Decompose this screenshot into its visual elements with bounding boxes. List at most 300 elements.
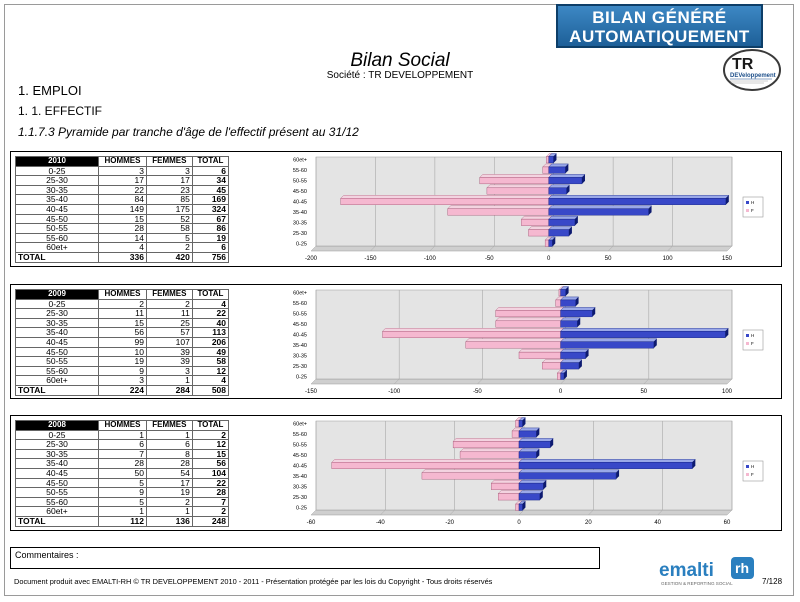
legend-swatch-women bbox=[746, 209, 749, 212]
x-tick-label: 60 bbox=[723, 520, 731, 526]
table-row bbox=[16, 243, 229, 253]
row-label: 40-45 bbox=[16, 337, 99, 347]
bar-women-face bbox=[556, 300, 561, 306]
cell-men: 7 bbox=[99, 449, 147, 459]
legend-label-women: F bbox=[751, 208, 754, 213]
bar-men-top bbox=[519, 449, 539, 452]
banner-line1: BILAN GÉNÉRÉ bbox=[592, 8, 727, 27]
row-label: 45-50 bbox=[16, 347, 99, 357]
bar-women-face bbox=[557, 373, 560, 379]
cell-total: 324 bbox=[192, 204, 228, 214]
legend-swatch-men bbox=[746, 465, 749, 468]
row-label: 40-45 bbox=[16, 204, 99, 214]
legend-label-women: F bbox=[751, 472, 754, 477]
cell-women: 52 bbox=[146, 214, 192, 224]
row-label: 35-40 bbox=[16, 328, 99, 338]
bar-women-face bbox=[496, 310, 561, 316]
bar-men bbox=[561, 307, 596, 316]
bar-women bbox=[466, 339, 564, 348]
cell-women: 107 bbox=[146, 337, 192, 347]
y-category-label: 30-35 bbox=[292, 353, 307, 360]
cell-total: 49 bbox=[192, 347, 228, 357]
bar-men bbox=[549, 195, 729, 204]
heading-emploi: 1. EMPLOI bbox=[18, 83, 82, 98]
x-tick-label: -40 bbox=[375, 520, 385, 526]
cell-men: 1 bbox=[99, 507, 147, 517]
bar-women-top bbox=[542, 360, 563, 363]
total-men: 336 bbox=[99, 252, 147, 262]
bar-women-top bbox=[491, 480, 522, 483]
col-femmes: FEMMES bbox=[146, 421, 192, 431]
y-category-label: 25-30 bbox=[292, 363, 307, 370]
table-row bbox=[16, 176, 229, 186]
cell-men: 19 bbox=[99, 357, 147, 367]
cell-total: 4 bbox=[192, 376, 228, 386]
row-label: 25-30 bbox=[16, 176, 99, 186]
x-tick-label: -20 bbox=[445, 520, 455, 526]
bar-men-top bbox=[519, 459, 695, 462]
x-tick-label: 50 bbox=[640, 389, 648, 395]
table-year: 2010 bbox=[16, 157, 99, 167]
bar-women-face bbox=[466, 342, 561, 348]
table-row bbox=[16, 224, 229, 234]
cell-total: 12 bbox=[192, 366, 228, 376]
cell-women: 19 bbox=[146, 488, 192, 498]
bar-men-face bbox=[549, 240, 553, 246]
bar-men-top bbox=[549, 164, 569, 167]
bar-women-face bbox=[491, 483, 519, 489]
bar-women bbox=[332, 459, 522, 468]
legend-label-women: F bbox=[751, 341, 754, 346]
bar-men-face bbox=[561, 331, 726, 337]
x-tick-label: 0 bbox=[517, 520, 521, 526]
bar-women-face bbox=[460, 452, 519, 458]
bar-women bbox=[496, 318, 564, 327]
bar-men bbox=[549, 216, 578, 225]
pyramid-chart-2010 bbox=[267, 153, 779, 265]
section-2010 bbox=[10, 151, 782, 267]
bar-women-face bbox=[498, 494, 519, 500]
bar-women-face bbox=[480, 177, 549, 183]
bar-women-face bbox=[341, 198, 549, 204]
cell-total: 113 bbox=[192, 328, 228, 338]
y-category-label: 55-60 bbox=[292, 301, 307, 308]
bar-women-top bbox=[453, 438, 522, 441]
bar-women-top bbox=[487, 185, 552, 188]
x-tick-label: 50 bbox=[604, 256, 612, 262]
bar-men-face bbox=[549, 230, 569, 236]
pyramid-chart-2009 bbox=[267, 286, 779, 398]
table-row bbox=[16, 440, 229, 450]
pyramid-chart-2008 bbox=[267, 417, 779, 529]
cell-women: 175 bbox=[146, 204, 192, 214]
row-label: 60et+ bbox=[16, 376, 99, 386]
total-total: 756 bbox=[192, 252, 228, 262]
y-category-label: 45-50 bbox=[292, 322, 307, 329]
x-tick-label: -100 bbox=[388, 389, 401, 395]
cell-men: 1 bbox=[99, 430, 147, 440]
heading-pyramide: 1.1.7.3 Pyramide par tranche d'âge de l'effectif présent au 31/12 bbox=[18, 125, 359, 139]
y-category-label: 30-35 bbox=[292, 484, 307, 491]
bar-men-top bbox=[561, 349, 589, 352]
row-label: 50-55 bbox=[16, 357, 99, 367]
cell-men: 9 bbox=[99, 488, 147, 498]
cell-total: 58 bbox=[192, 357, 228, 367]
bar-men-top bbox=[561, 307, 596, 310]
bar-men bbox=[549, 206, 652, 215]
y-category-label: 55-60 bbox=[292, 432, 307, 439]
bar-men-face bbox=[549, 209, 649, 215]
y-category-label: 60et+ bbox=[293, 290, 307, 297]
bar-women-top bbox=[422, 470, 522, 473]
bar-women bbox=[480, 174, 552, 183]
bar-women-face bbox=[422, 473, 519, 479]
cell-total: 67 bbox=[192, 214, 228, 224]
table-row bbox=[16, 488, 229, 498]
row-label: 0-25 bbox=[16, 299, 99, 309]
bar-men bbox=[519, 428, 539, 437]
cell-women: 2 bbox=[146, 299, 192, 309]
bar-men-face bbox=[519, 494, 540, 500]
cell-women: 3 bbox=[146, 166, 192, 176]
x-tick-label: 100 bbox=[721, 389, 733, 395]
bar-men bbox=[549, 164, 569, 173]
total-total: 508 bbox=[192, 385, 228, 395]
cell-men: 14 bbox=[99, 233, 147, 243]
table-total-row bbox=[16, 385, 229, 395]
y-category-label: 60et+ bbox=[293, 157, 307, 164]
cell-women: 17 bbox=[146, 176, 192, 186]
cell-total: 169 bbox=[192, 195, 228, 205]
y-category-label: 45-50 bbox=[292, 189, 307, 196]
col-femmes: FEMMES bbox=[146, 290, 192, 300]
chart-floor bbox=[311, 379, 732, 384]
banner-line2: AUTOMATIQUEMENT bbox=[569, 27, 750, 46]
cell-total: 4 bbox=[192, 299, 228, 309]
bar-men bbox=[561, 318, 581, 327]
table-year: 2009 bbox=[16, 290, 99, 300]
x-tick-label: -150 bbox=[364, 256, 377, 262]
bar-women-top bbox=[496, 318, 564, 321]
bar-men-face bbox=[549, 167, 566, 173]
bar-women bbox=[529, 227, 552, 236]
bar-men-top bbox=[549, 216, 578, 219]
emalti-tagline: GESTION & REPORTING SOCIAL bbox=[661, 581, 733, 586]
bar-men bbox=[561, 349, 589, 358]
bar-women-face bbox=[545, 240, 549, 246]
bar-women bbox=[460, 449, 522, 458]
x-tick-label: -60 bbox=[306, 520, 316, 526]
x-tick-label: 0 bbox=[547, 256, 551, 262]
bar-men-top bbox=[519, 480, 546, 483]
row-label: 30-35 bbox=[16, 318, 99, 328]
cell-men: 22 bbox=[99, 185, 147, 195]
legend-swatch-men bbox=[746, 334, 749, 337]
cell-total: 206 bbox=[192, 337, 228, 347]
table-row bbox=[16, 468, 229, 478]
comments-box[interactable] bbox=[10, 547, 600, 569]
emalti-text: emalti bbox=[659, 560, 714, 581]
bar-men bbox=[561, 339, 657, 348]
cell-total: 6 bbox=[192, 166, 228, 176]
bar-women-face bbox=[519, 352, 561, 358]
bar-men-top bbox=[519, 491, 543, 494]
cell-men: 28 bbox=[99, 224, 147, 234]
bar-men-face bbox=[519, 504, 522, 510]
chart-legend bbox=[743, 197, 763, 217]
bar-men bbox=[549, 185, 570, 194]
bar-men-face bbox=[561, 310, 593, 316]
legend-label-men: H bbox=[751, 333, 755, 338]
y-category-label: 50-55 bbox=[292, 442, 307, 449]
emalti-rh-text: rh bbox=[735, 560, 749, 576]
bar-women-top bbox=[341, 195, 552, 198]
cell-total: 28 bbox=[192, 488, 228, 498]
bar-men-top bbox=[561, 318, 581, 321]
total-women: 136 bbox=[146, 516, 192, 526]
bar-men-top bbox=[561, 339, 657, 342]
row-label: 60et+ bbox=[16, 507, 99, 517]
bar-men-face bbox=[561, 300, 576, 306]
bar-women-top bbox=[466, 339, 564, 342]
x-tick-label: -100 bbox=[423, 256, 436, 262]
total-label: TOTAL bbox=[16, 252, 99, 262]
bar-men-top bbox=[561, 297, 579, 300]
cell-women: 54 bbox=[146, 468, 192, 478]
cell-men: 50 bbox=[99, 468, 147, 478]
cell-women: 1 bbox=[146, 376, 192, 386]
bar-men-face bbox=[561, 373, 564, 379]
bar-women-top bbox=[383, 328, 564, 331]
bar-women-top bbox=[498, 491, 522, 494]
legend-swatch-women bbox=[746, 342, 749, 345]
comments-label: Commentaires : bbox=[15, 550, 79, 560]
cell-men: 6 bbox=[99, 440, 147, 450]
cell-women: 6 bbox=[146, 440, 192, 450]
bar-women-top bbox=[448, 206, 552, 209]
x-tick-label: 0 bbox=[558, 389, 563, 395]
cell-total: 7 bbox=[192, 497, 228, 507]
cell-women: 8 bbox=[146, 449, 192, 459]
bar-women-face bbox=[521, 219, 548, 225]
logo-dev-text: DEVeloppement bbox=[730, 73, 776, 79]
cell-women: 11 bbox=[146, 309, 192, 319]
table-year: 2008 bbox=[16, 421, 99, 431]
bar-men-top bbox=[561, 360, 582, 363]
total-label: TOTAL bbox=[16, 516, 99, 526]
bar-women-top bbox=[529, 227, 552, 230]
col-total: TOTAL bbox=[192, 290, 228, 300]
age-table-2010 bbox=[15, 156, 229, 263]
total-men: 112 bbox=[99, 516, 147, 526]
bar-men-face bbox=[519, 431, 536, 437]
total-label: TOTAL bbox=[16, 385, 99, 395]
y-category-label: 35-40 bbox=[292, 209, 307, 216]
bar-women-face bbox=[487, 188, 549, 194]
bar-women bbox=[453, 438, 522, 447]
bar-women bbox=[383, 328, 564, 337]
bar-women-face bbox=[332, 462, 519, 468]
bar-women-face bbox=[559, 289, 561, 295]
cell-women: 39 bbox=[146, 357, 192, 367]
row-label: 40-45 bbox=[16, 468, 99, 478]
y-category-label: 25-30 bbox=[292, 494, 307, 501]
y-category-label: 60et+ bbox=[293, 421, 307, 428]
bar-men bbox=[561, 328, 729, 337]
cell-total: 19 bbox=[192, 233, 228, 243]
cell-men: 84 bbox=[99, 195, 147, 205]
legend-label-men: H bbox=[751, 200, 755, 205]
bar-women-top bbox=[521, 216, 551, 219]
bar-men-top bbox=[549, 206, 652, 209]
row-label: 50-55 bbox=[16, 224, 99, 234]
y-category-label: 0-25 bbox=[295, 505, 307, 512]
bar-men-face bbox=[549, 198, 726, 204]
cell-women: 58 bbox=[146, 224, 192, 234]
cell-men: 5 bbox=[99, 478, 147, 488]
bar-women bbox=[519, 349, 564, 358]
chart-legend bbox=[743, 461, 763, 481]
row-label: 25-30 bbox=[16, 440, 99, 450]
table-row bbox=[16, 204, 229, 214]
cell-men: 4 bbox=[99, 243, 147, 253]
bar-men-face bbox=[519, 441, 550, 447]
cell-women: 57 bbox=[146, 328, 192, 338]
bar-men-face bbox=[549, 188, 567, 194]
bar-men-face bbox=[549, 156, 554, 162]
row-label: 0-25 bbox=[16, 166, 99, 176]
row-label: 35-40 bbox=[16, 195, 99, 205]
bar-women bbox=[521, 216, 551, 225]
bar-women-face bbox=[383, 331, 561, 337]
bar-men-face bbox=[561, 342, 654, 348]
total-women: 284 bbox=[146, 385, 192, 395]
y-category-label: 40-45 bbox=[292, 463, 307, 470]
bar-women bbox=[448, 206, 552, 215]
col-femmes: FEMMES bbox=[146, 157, 192, 167]
table-row bbox=[16, 337, 229, 347]
bar-men-face bbox=[561, 321, 578, 327]
x-tick-label: 40 bbox=[654, 520, 662, 526]
row-label: 35-40 bbox=[16, 459, 99, 469]
row-label: 50-55 bbox=[16, 488, 99, 498]
bar-men-top bbox=[561, 328, 729, 331]
bar-men-face bbox=[561, 289, 566, 295]
x-tick-label: -200 bbox=[304, 256, 318, 262]
cell-total: 86 bbox=[192, 224, 228, 234]
cell-women: 85 bbox=[146, 195, 192, 205]
bar-women-face bbox=[529, 230, 549, 236]
cell-total: 56 bbox=[192, 459, 228, 469]
bar-men-top bbox=[549, 227, 572, 230]
bar-women-face bbox=[453, 441, 519, 447]
bar-men bbox=[519, 438, 553, 447]
bar-men bbox=[519, 470, 619, 479]
cell-total: 45 bbox=[192, 185, 228, 195]
bar-women bbox=[496, 307, 564, 316]
legend-label-men: H bbox=[751, 464, 755, 469]
y-category-label: 50-55 bbox=[292, 178, 307, 185]
x-tick-label: 20 bbox=[584, 520, 592, 526]
bar-women bbox=[498, 491, 522, 500]
cell-total: 40 bbox=[192, 318, 228, 328]
table-total-row bbox=[16, 516, 229, 526]
cell-women: 28 bbox=[146, 459, 192, 469]
legend-swatch-men bbox=[746, 201, 749, 204]
bar-men-face bbox=[519, 420, 522, 426]
cell-total: 34 bbox=[192, 176, 228, 186]
cell-men: 56 bbox=[99, 328, 147, 338]
bar-women-top bbox=[460, 449, 522, 452]
cell-men: 15 bbox=[99, 318, 147, 328]
col-total: TOTAL bbox=[192, 157, 228, 167]
cell-men: 11 bbox=[99, 309, 147, 319]
cell-total: 6 bbox=[192, 243, 228, 253]
cell-men: 15 bbox=[99, 214, 147, 224]
x-tick-label: 100 bbox=[662, 256, 673, 262]
section-2008 bbox=[10, 415, 782, 531]
cell-men: 9 bbox=[99, 366, 147, 376]
bar-women-top bbox=[480, 174, 552, 177]
cell-total: 2 bbox=[192, 430, 228, 440]
age-table-2009 bbox=[15, 289, 229, 396]
cell-women: 5 bbox=[146, 233, 192, 243]
row-label: 55-60 bbox=[16, 497, 99, 507]
cell-total: 104 bbox=[192, 468, 228, 478]
table-row bbox=[16, 507, 229, 517]
cell-men: 3 bbox=[99, 376, 147, 386]
col-hommes: HOMMES bbox=[99, 157, 147, 167]
row-label: 0-25 bbox=[16, 430, 99, 440]
cell-women: 3 bbox=[146, 366, 192, 376]
bar-men-top bbox=[549, 195, 729, 198]
bar-men bbox=[519, 459, 695, 468]
bar-women-face bbox=[512, 431, 519, 437]
bar-men-top bbox=[519, 470, 619, 473]
chart-floor bbox=[311, 246, 732, 251]
y-category-label: 45-50 bbox=[292, 453, 307, 460]
cell-men: 99 bbox=[99, 337, 147, 347]
row-label: 25-30 bbox=[16, 309, 99, 319]
bar-men-face bbox=[519, 483, 543, 489]
y-category-label: 25-30 bbox=[292, 230, 307, 237]
bar-women bbox=[487, 185, 552, 194]
col-hommes: HOMMES bbox=[99, 421, 147, 431]
bar-women-face bbox=[496, 321, 561, 327]
y-category-label: 30-35 bbox=[292, 220, 307, 227]
cell-men: 10 bbox=[99, 347, 147, 357]
bar-men-face bbox=[549, 177, 582, 183]
row-label: 60et+ bbox=[16, 243, 99, 253]
cell-total: 22 bbox=[192, 478, 228, 488]
footer-copyright: Document produit avec EMALTI-RH © TR DEVELOPPEMENT 2010 - 2011 - Présentation protégée par les lois du Copyright - Tous droits réservés bbox=[14, 577, 493, 586]
cell-men: 5 bbox=[99, 497, 147, 507]
cell-women: 2 bbox=[146, 497, 192, 507]
bar-men-face bbox=[519, 462, 692, 468]
cell-men: 2 bbox=[99, 299, 147, 309]
cell-women: 23 bbox=[146, 185, 192, 195]
bar-men-top bbox=[519, 438, 553, 441]
cell-women: 1 bbox=[146, 430, 192, 440]
cell-women: 25 bbox=[146, 318, 192, 328]
bar-men-top bbox=[549, 185, 570, 188]
x-tick-label: -50 bbox=[473, 389, 482, 395]
bar-men bbox=[561, 360, 582, 369]
cell-total: 2 bbox=[192, 507, 228, 517]
page-number: 7/128 bbox=[762, 577, 783, 586]
row-label: 55-60 bbox=[16, 366, 99, 376]
y-category-label: 40-45 bbox=[292, 332, 307, 339]
